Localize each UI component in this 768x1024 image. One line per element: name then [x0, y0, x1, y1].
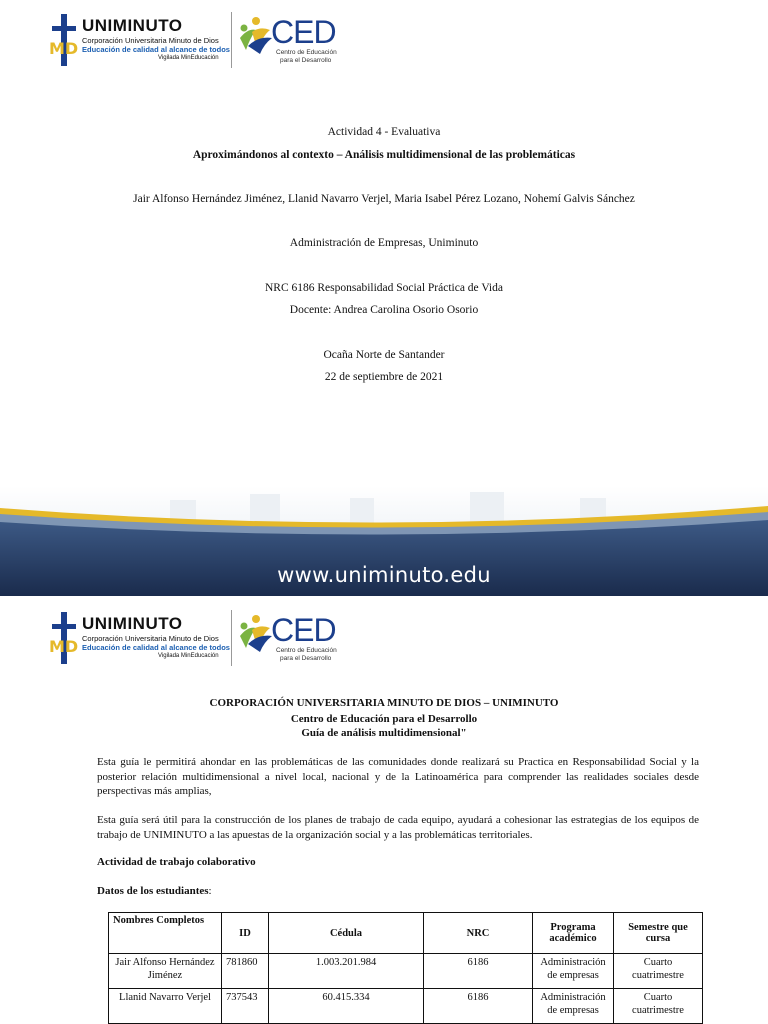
program: Administración de Empresas, Uniminuto — [289, 237, 479, 249]
ced-subtitle-2: para el Desarrollo — [280, 655, 332, 662]
logo-vigilada: Vigilada MinEducación — [158, 653, 219, 659]
purpose-paragraph: Esta guía será útil para la construcción de los planes de trabajo de cada equipo, ayudará a cohesionar las estrategias de los equipos de trabajo de UNIMINUTO a las apuestas de la organización social y a las problemáticas territoriales. — [97, 814, 699, 841]
logo-mark-text: MD — [49, 39, 79, 58]
cell-id: 737543 — [222, 989, 269, 1024]
cell-semester: Cuarto cuatrimestre — [614, 954, 703, 989]
logo-slogan: Educación de calidad al alcance de todos — [82, 643, 230, 652]
cell-program: Administración de empresas — [533, 989, 614, 1024]
guide-heading: Guía de análisis multidimensional" — [301, 727, 467, 739]
uniminuto-cross-icon — [48, 612, 80, 664]
center-heading: Centro de Educación para el Desarrollo — [290, 713, 478, 725]
table-header-row — [109, 913, 703, 954]
cell-name: Llanid Navarro Verjel — [109, 989, 222, 1024]
header-nrc: NRC — [424, 913, 533, 954]
course: NRC 6186 Responsabilidad Social Práctica de Vida — [264, 282, 503, 294]
cell-nrc: 6186 — [424, 989, 533, 1024]
city: Ocaña Norte de Santander — [323, 349, 445, 361]
date: 22 de septiembre de 2021 — [324, 371, 444, 383]
cell-program: Administración de empresas — [533, 954, 614, 989]
document-title: Aproximándonos al contexto – Análisis multidimensional de las problemáticas — [192, 149, 576, 161]
logo-divider — [231, 610, 232, 666]
uniminuto-cross-icon — [48, 14, 80, 66]
header-program: Programa académico — [533, 913, 614, 954]
logo-divider — [231, 12, 232, 68]
cell-cedula: 60.415.334 — [269, 989, 424, 1024]
institution-heading: CORPORACIÓN UNIVERSITARIA MINUTO DE DIOS – UNIMINUTO — [209, 697, 559, 709]
students-table — [108, 912, 703, 1024]
guide-page — [0, 596, 768, 1024]
ced-name: CED — [271, 612, 336, 648]
activity-section-label: Actividad de trabajo colaborativo — [97, 856, 256, 868]
header-cedula: Cédula — [269, 913, 424, 954]
ced-subtitle-1: Centro de Educación — [276, 647, 337, 654]
cell-nrc: 6186 — [424, 954, 533, 989]
ced-subtitle-2: para el Desarrollo — [280, 57, 332, 64]
logo-subtitle: Corporación Universitaria Minuto de Dios — [82, 36, 219, 45]
teacher: Docente: Andrea Carolina Osorio Osorio — [289, 304, 479, 316]
logo-name: UNIMINUTO — [82, 614, 183, 633]
header-logo — [48, 10, 348, 70]
ced-subtitle-1: Centro de Educación — [276, 49, 337, 56]
table-row — [109, 954, 703, 989]
logo-name: UNIMINUTO — [82, 16, 183, 35]
cell-id: 781860 — [222, 954, 269, 989]
logo-vigilada: Vigilada MinEducación — [158, 55, 219, 61]
ced-people-icon — [238, 614, 274, 652]
logo-mark-text: MD — [49, 637, 79, 656]
banner-url: www.uniminuto.edu — [277, 563, 491, 587]
cell-cedula: 1.003.201.984 — [269, 954, 424, 989]
header-names: Nombres Completos — [109, 913, 222, 954]
header-logo-2 — [48, 608, 348, 668]
students-label-colon: : — [208, 885, 212, 897]
logo-subtitle: Corporación Universitaria Minuto de Dios — [82, 634, 219, 643]
table-row — [109, 989, 703, 1024]
header-semester: Semestre que cursa — [614, 913, 703, 954]
ced-people-icon — [238, 16, 274, 54]
students-section-label — [97, 885, 212, 897]
students-label-text: Datos de los estudiantes — [97, 885, 209, 897]
ced-name: CED — [271, 14, 336, 50]
activity-label: Actividad 4 - Evaluativa — [327, 126, 441, 138]
cell-name: Jair Alfonso Hernández Jiménez — [109, 954, 222, 989]
logo-slogan: Educación de calidad al alcance de todos — [82, 45, 230, 54]
header-id: ID — [222, 913, 269, 954]
intro-paragraph: Esta guía le permitirá ahondar en las problemáticas de las comunidades donde realizará su Practica en Responsabilidad Social y la posterior relación multidimensional a nivel local, nacional y de la Latinoamérica para comprender las realidades sociales desde perspectivas más amplias, — [97, 756, 699, 797]
cell-semester: Cuarto cuatrimestre — [614, 989, 703, 1024]
authors: Jair Alfonso Hernández Jiménez, Llanid Navarro Verjel, Maria Isabel Pérez Lozano, Nohemí Galvis Sánchez — [133, 193, 635, 205]
